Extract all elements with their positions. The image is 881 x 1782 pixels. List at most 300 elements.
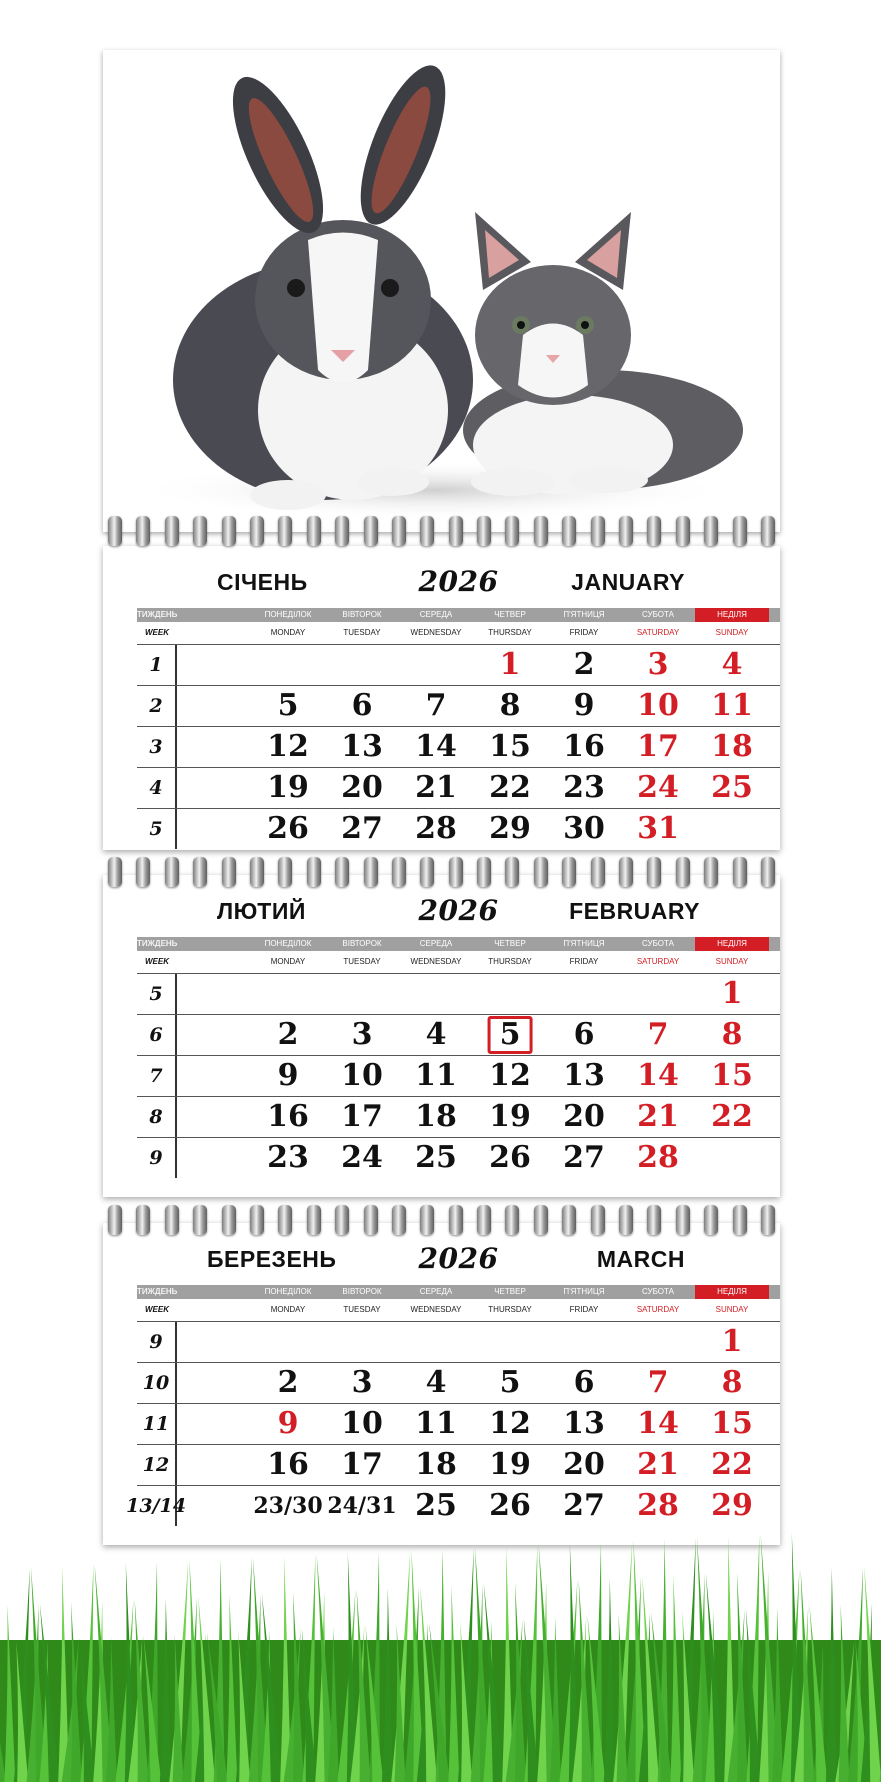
day-number: 22 bbox=[711, 1099, 753, 1134]
binding-ring bbox=[676, 857, 690, 887]
month-name-en: JANUARY bbox=[571, 569, 685, 595]
day-cell bbox=[399, 768, 473, 808]
binding-ring bbox=[278, 516, 292, 546]
day-cell bbox=[473, 645, 547, 685]
day-number: 15 bbox=[711, 1406, 753, 1441]
day-number: 16 bbox=[267, 1099, 309, 1134]
binding-ring bbox=[335, 516, 349, 546]
binding-ring bbox=[165, 1205, 179, 1235]
day-cell bbox=[621, 1015, 695, 1055]
binding-ring bbox=[364, 516, 378, 546]
day-cell bbox=[325, 1322, 399, 1362]
day-cell bbox=[547, 1322, 621, 1362]
day-cell bbox=[547, 1363, 621, 1403]
day-number: 15 bbox=[489, 729, 531, 764]
day-number: 20 bbox=[563, 1447, 605, 1482]
day-number: 11 bbox=[415, 1406, 457, 1441]
day-number: 23 bbox=[267, 1140, 309, 1175]
weekday-en: THURSDAY bbox=[488, 1305, 532, 1314]
binding-ring bbox=[704, 1205, 718, 1235]
day-number: 2 bbox=[573, 647, 595, 682]
day-number: 4 bbox=[425, 1365, 447, 1400]
day-cell bbox=[473, 1322, 547, 1362]
binding-ring bbox=[420, 857, 434, 887]
week-row bbox=[137, 726, 780, 767]
week-row bbox=[137, 644, 780, 685]
week-label-ua: ТИЖДЕНЬ bbox=[137, 610, 178, 619]
day-cell bbox=[473, 1404, 547, 1444]
binding-ring bbox=[534, 1205, 548, 1235]
binding-ring bbox=[477, 857, 491, 887]
day-number: 20 bbox=[563, 1099, 605, 1134]
day-number: 13 bbox=[563, 1406, 605, 1441]
day-number: 9 bbox=[277, 1406, 299, 1441]
weekday-en: SATURDAY bbox=[636, 628, 680, 637]
day-number: 8 bbox=[499, 688, 521, 723]
day-number: 9 bbox=[573, 688, 595, 723]
day-number: 27 bbox=[341, 811, 383, 846]
day-number: 1 bbox=[721, 1324, 743, 1359]
day-cell bbox=[473, 1138, 547, 1178]
day-number: 6 bbox=[351, 688, 373, 723]
day-cell bbox=[473, 1097, 547, 1137]
week-row bbox=[137, 685, 780, 726]
day-cell bbox=[621, 1363, 695, 1403]
day-cell bbox=[325, 727, 399, 767]
day-cell bbox=[473, 809, 547, 849]
spacer bbox=[177, 608, 251, 622]
weekday-ua: СЕРЕДА bbox=[419, 939, 453, 948]
binding-ring bbox=[392, 516, 406, 546]
binding-ring bbox=[335, 857, 349, 887]
day-number: 18 bbox=[415, 1099, 457, 1134]
day-cell bbox=[695, 1138, 769, 1178]
day-number: 29 bbox=[489, 811, 531, 846]
day-number: 31 bbox=[637, 811, 679, 846]
day-number: 10 bbox=[341, 1058, 383, 1093]
day-cell bbox=[325, 1097, 399, 1137]
day-cell bbox=[399, 809, 473, 849]
day-cell bbox=[621, 1138, 695, 1178]
binding-ring bbox=[449, 857, 463, 887]
day-cell bbox=[251, 645, 325, 685]
spiral-binding bbox=[108, 857, 775, 891]
binding-ring bbox=[733, 857, 747, 887]
day-number: 21 bbox=[637, 1099, 679, 1134]
month-name-en: MARCH bbox=[596, 1246, 685, 1272]
day-number: 10 bbox=[341, 1406, 383, 1441]
day-cell bbox=[621, 809, 695, 849]
day-cell bbox=[251, 809, 325, 849]
day-cell bbox=[621, 686, 695, 726]
spacer bbox=[177, 727, 251, 767]
day-cell bbox=[547, 974, 621, 1014]
month-block-february bbox=[103, 875, 780, 1197]
binding-ring bbox=[449, 1205, 463, 1235]
day-cell bbox=[325, 1445, 399, 1485]
binding-ring bbox=[136, 857, 150, 887]
day-number: 21 bbox=[637, 1447, 679, 1482]
spacer bbox=[177, 974, 251, 1014]
day-cell bbox=[695, 1445, 769, 1485]
day-cell bbox=[621, 974, 695, 1014]
weekday-ua: НЕДІЛЯ bbox=[695, 937, 769, 951]
day-number: 23 bbox=[563, 770, 605, 805]
day-cell bbox=[251, 1445, 325, 1485]
day-number: 15 bbox=[711, 1058, 753, 1093]
weekday-ua: СЕРЕДА bbox=[419, 1287, 453, 1296]
week-number: 5 bbox=[137, 974, 177, 1014]
binding-ring bbox=[278, 857, 292, 887]
binding-ring bbox=[193, 1205, 207, 1235]
day-number: 6 bbox=[573, 1365, 595, 1400]
day-number: 27 bbox=[563, 1140, 605, 1175]
weekday-header-en bbox=[137, 622, 780, 644]
week-row bbox=[137, 1055, 780, 1096]
day-cell bbox=[325, 1056, 399, 1096]
weekday-ua: П'ЯТНИЦЯ bbox=[563, 610, 605, 619]
spacer bbox=[177, 809, 251, 849]
day-number: 12 bbox=[489, 1058, 531, 1093]
day-number: 5 bbox=[277, 688, 299, 723]
day-cell bbox=[399, 1138, 473, 1178]
binding-ring bbox=[676, 1205, 690, 1235]
week-label-ua: ТИЖДЕНЬ bbox=[137, 1287, 178, 1296]
day-cell bbox=[251, 1363, 325, 1403]
spacer bbox=[177, 1299, 251, 1321]
week-number: 10 bbox=[137, 1363, 177, 1403]
day-number: 26 bbox=[489, 1140, 531, 1175]
day-cell bbox=[251, 1056, 325, 1096]
weekday-ua: ПОНЕДІЛОК bbox=[264, 939, 312, 948]
weekday-header-en bbox=[137, 951, 780, 973]
day-cell bbox=[695, 1056, 769, 1096]
weekday-ua: СУБОТА bbox=[642, 1287, 674, 1296]
binding-ring bbox=[222, 1205, 236, 1235]
month-year: 2026 bbox=[418, 1242, 499, 1275]
day-cell bbox=[399, 1056, 473, 1096]
binding-ring bbox=[534, 516, 548, 546]
binding-ring bbox=[591, 1205, 605, 1235]
day-cell bbox=[621, 1322, 695, 1362]
day-number: 28 bbox=[637, 1488, 679, 1523]
day-number: 4 bbox=[425, 1017, 447, 1052]
binding-ring bbox=[647, 516, 661, 546]
weekday-en: SUNDAY bbox=[715, 1305, 749, 1314]
binding-ring bbox=[562, 1205, 576, 1235]
binding-ring bbox=[420, 516, 434, 546]
weekday-en: SUNDAY bbox=[715, 957, 749, 966]
week-number: 9 bbox=[137, 1322, 177, 1362]
binding-ring bbox=[505, 1205, 519, 1235]
day-cell bbox=[547, 686, 621, 726]
day-cell bbox=[325, 1138, 399, 1178]
binding-ring bbox=[591, 516, 605, 546]
binding-ring bbox=[165, 857, 179, 887]
spacer bbox=[177, 1015, 251, 1055]
spacer bbox=[177, 1138, 251, 1178]
weekday-en: SATURDAY bbox=[636, 957, 680, 966]
binding-ring bbox=[619, 1205, 633, 1235]
day-number: 24 bbox=[637, 770, 679, 805]
weekday-en: SUNDAY bbox=[715, 628, 749, 637]
day-number: 1 bbox=[721, 976, 743, 1011]
week-label-en: WEEK bbox=[145, 957, 169, 966]
weekday-en: FRIDAY bbox=[569, 1305, 599, 1314]
day-number: 21 bbox=[415, 770, 457, 805]
day-number: 19 bbox=[267, 770, 309, 805]
day-number: 19 bbox=[489, 1447, 531, 1482]
binding-ring bbox=[704, 516, 718, 546]
weekday-ua: ПОНЕДІЛОК bbox=[264, 1287, 312, 1296]
day-cell bbox=[547, 727, 621, 767]
day-number: 14 bbox=[415, 729, 457, 764]
weekday-ua: СУБОТА bbox=[642, 939, 674, 948]
day-cell bbox=[399, 1097, 473, 1137]
day-cell bbox=[399, 1445, 473, 1485]
day-number: 26 bbox=[267, 811, 309, 846]
weekday-ua: ПОНЕДІЛОК bbox=[264, 610, 312, 619]
day-cell bbox=[621, 1097, 695, 1137]
weekday-en: THURSDAY bbox=[488, 957, 532, 966]
day-number: 9 bbox=[277, 1058, 299, 1093]
week-number: 11 bbox=[137, 1404, 177, 1444]
day-cell bbox=[399, 645, 473, 685]
day-number: 17 bbox=[341, 1099, 383, 1134]
weekday-en: THURSDAY bbox=[488, 628, 532, 637]
weekday-en: MONDAY bbox=[270, 957, 306, 966]
day-cell bbox=[695, 686, 769, 726]
day-cell bbox=[251, 768, 325, 808]
day-number: 25 bbox=[711, 770, 753, 805]
binding-ring bbox=[505, 516, 519, 546]
binding-ring bbox=[591, 857, 605, 887]
day-cell bbox=[695, 809, 769, 849]
day-cell bbox=[399, 1322, 473, 1362]
binding-ring bbox=[733, 516, 747, 546]
day-cell bbox=[399, 1363, 473, 1403]
binding-ring bbox=[619, 516, 633, 546]
spacer bbox=[177, 937, 251, 951]
day-number: 20 bbox=[341, 770, 383, 805]
week-number: 12 bbox=[137, 1445, 177, 1485]
day-cell bbox=[399, 1404, 473, 1444]
day-number: 17 bbox=[637, 729, 679, 764]
month-block-march bbox=[103, 1223, 780, 1545]
weekday-en: MONDAY bbox=[270, 1305, 306, 1314]
day-cell bbox=[621, 768, 695, 808]
binding-ring bbox=[647, 857, 661, 887]
binding-ring bbox=[562, 516, 576, 546]
day-cell bbox=[325, 974, 399, 1014]
day-cell bbox=[251, 727, 325, 767]
day-cell bbox=[473, 1015, 547, 1055]
day-cell bbox=[547, 1015, 621, 1055]
binding-ring bbox=[647, 1205, 661, 1235]
week-row bbox=[137, 973, 780, 1014]
week-number: 3 bbox=[137, 727, 177, 767]
weekday-ua: СЕРЕДА bbox=[419, 610, 453, 619]
binding-ring bbox=[136, 516, 150, 546]
day-cell bbox=[621, 1056, 695, 1096]
spacer bbox=[177, 1097, 251, 1137]
month-year: 2026 bbox=[418, 565, 499, 598]
spiral-binding bbox=[108, 516, 775, 550]
month-name-en: FEBRUARY bbox=[569, 898, 700, 924]
binding-ring bbox=[108, 1205, 122, 1235]
day-number: 8 bbox=[721, 1017, 743, 1052]
binding-ring bbox=[364, 1205, 378, 1235]
day-cell bbox=[399, 727, 473, 767]
weekday-ua: СУБОТА bbox=[642, 610, 674, 619]
day-cell bbox=[621, 1404, 695, 1444]
day-cell bbox=[695, 645, 769, 685]
binding-ring bbox=[477, 516, 491, 546]
binding-ring bbox=[619, 857, 633, 887]
day-cell bbox=[547, 645, 621, 685]
spacer bbox=[177, 1056, 251, 1096]
binding-ring bbox=[136, 1205, 150, 1235]
day-cell bbox=[695, 974, 769, 1014]
day-cell bbox=[399, 1015, 473, 1055]
weekday-ua: ВІВТОРОК bbox=[342, 610, 382, 619]
binding-ring bbox=[534, 857, 548, 887]
binding-ring bbox=[222, 857, 236, 887]
binding-ring bbox=[477, 1205, 491, 1235]
day-cell bbox=[325, 1015, 399, 1055]
binding-ring bbox=[307, 1205, 321, 1235]
week-number: 6 bbox=[137, 1015, 177, 1055]
week-number: 4 bbox=[137, 768, 177, 808]
day-number: 6 bbox=[573, 1017, 595, 1052]
day-cell bbox=[547, 768, 621, 808]
binding-ring bbox=[278, 1205, 292, 1235]
weekday-ua: НЕДІЛЯ bbox=[695, 1285, 769, 1299]
month-title-row bbox=[137, 546, 780, 608]
day-number: 3 bbox=[647, 647, 669, 682]
week-row bbox=[137, 1096, 780, 1137]
week-row bbox=[137, 1137, 780, 1178]
binding-ring bbox=[335, 1205, 349, 1235]
day-number: 13 bbox=[563, 1058, 605, 1093]
day-number: 16 bbox=[267, 1447, 309, 1482]
weekday-ua: ВІВТОРОК bbox=[342, 939, 382, 948]
binding-ring bbox=[761, 857, 775, 887]
day-number: 1 bbox=[499, 647, 521, 682]
spacer bbox=[177, 768, 251, 808]
day-cell bbox=[473, 768, 547, 808]
day-cell bbox=[251, 1015, 325, 1055]
day-number: 5 bbox=[488, 1016, 533, 1054]
binding-ring bbox=[392, 1205, 406, 1235]
day-number: 28 bbox=[415, 811, 457, 846]
day-cell bbox=[547, 1056, 621, 1096]
binding-ring bbox=[193, 857, 207, 887]
day-cell bbox=[695, 1015, 769, 1055]
day-number: 18 bbox=[711, 729, 753, 764]
day-cell bbox=[621, 727, 695, 767]
week-number: 1 bbox=[137, 645, 177, 685]
binding-ring bbox=[761, 516, 775, 546]
spacer bbox=[177, 1404, 251, 1444]
day-cell bbox=[695, 1404, 769, 1444]
binding-ring bbox=[193, 516, 207, 546]
day-number: 2 bbox=[277, 1017, 299, 1052]
week-label-en: WEEK bbox=[145, 1305, 169, 1314]
day-number: 27 bbox=[563, 1488, 605, 1523]
week-number: 13/14 bbox=[137, 1486, 177, 1526]
binding-ring bbox=[250, 857, 264, 887]
day-cell bbox=[251, 1404, 325, 1444]
day-number: 10 bbox=[637, 688, 679, 723]
binding-ring bbox=[250, 1205, 264, 1235]
day-cell bbox=[325, 1404, 399, 1444]
week-row bbox=[137, 1014, 780, 1055]
day-cell bbox=[251, 1138, 325, 1178]
binding-ring bbox=[250, 516, 264, 546]
weekday-ua: П'ЯТНИЦЯ bbox=[563, 939, 605, 948]
day-cell bbox=[325, 809, 399, 849]
day-cell bbox=[695, 768, 769, 808]
weekday-header-ua bbox=[137, 937, 780, 951]
weekday-en: WEDNESDAY bbox=[410, 957, 462, 966]
day-number: 16 bbox=[563, 729, 605, 764]
binding-ring bbox=[165, 516, 179, 546]
day-number: 7 bbox=[647, 1365, 669, 1400]
month-block-january bbox=[103, 546, 780, 850]
weekday-header-ua bbox=[137, 608, 780, 622]
day-cell bbox=[547, 1445, 621, 1485]
weekday-en: WEDNESDAY bbox=[410, 1305, 462, 1314]
day-number: 17 bbox=[341, 1447, 383, 1482]
binding-ring bbox=[704, 857, 718, 887]
day-number: 3 bbox=[351, 1365, 373, 1400]
day-number: 11 bbox=[711, 688, 753, 723]
binding-ring bbox=[364, 857, 378, 887]
day-number: 13 bbox=[341, 729, 383, 764]
spacer bbox=[177, 1445, 251, 1485]
weekday-ua: ЧЕТВЕР bbox=[494, 1287, 526, 1296]
day-number: 25 bbox=[415, 1140, 457, 1175]
spiral-binding bbox=[108, 1205, 775, 1239]
day-cell bbox=[399, 974, 473, 1014]
header-photo bbox=[103, 50, 780, 532]
weekday-ua: НЕДІЛЯ bbox=[695, 608, 769, 622]
day-number: 5 bbox=[499, 1365, 521, 1400]
weekday-en: FRIDAY bbox=[569, 628, 599, 637]
weekday-header-ua bbox=[137, 1285, 780, 1299]
day-cell bbox=[621, 1445, 695, 1485]
week-number: 2 bbox=[137, 686, 177, 726]
week-row bbox=[137, 808, 780, 849]
day-number: 7 bbox=[425, 688, 447, 723]
week-label-en: WEEK bbox=[145, 628, 169, 637]
day-cell bbox=[251, 974, 325, 1014]
day-number: 22 bbox=[711, 1447, 753, 1482]
spacer bbox=[177, 645, 251, 685]
spacer bbox=[177, 686, 251, 726]
week-label-ua: ТИЖДЕНЬ bbox=[137, 939, 178, 948]
day-cell bbox=[251, 1322, 325, 1362]
day-cell bbox=[473, 1056, 547, 1096]
day-number: 12 bbox=[489, 1406, 531, 1441]
day-number: 8 bbox=[721, 1365, 743, 1400]
binding-ring bbox=[505, 857, 519, 887]
day-number: 28 bbox=[637, 1140, 679, 1175]
week-number: 8 bbox=[137, 1097, 177, 1137]
binding-ring bbox=[761, 1205, 775, 1235]
day-number: 14 bbox=[637, 1406, 679, 1441]
